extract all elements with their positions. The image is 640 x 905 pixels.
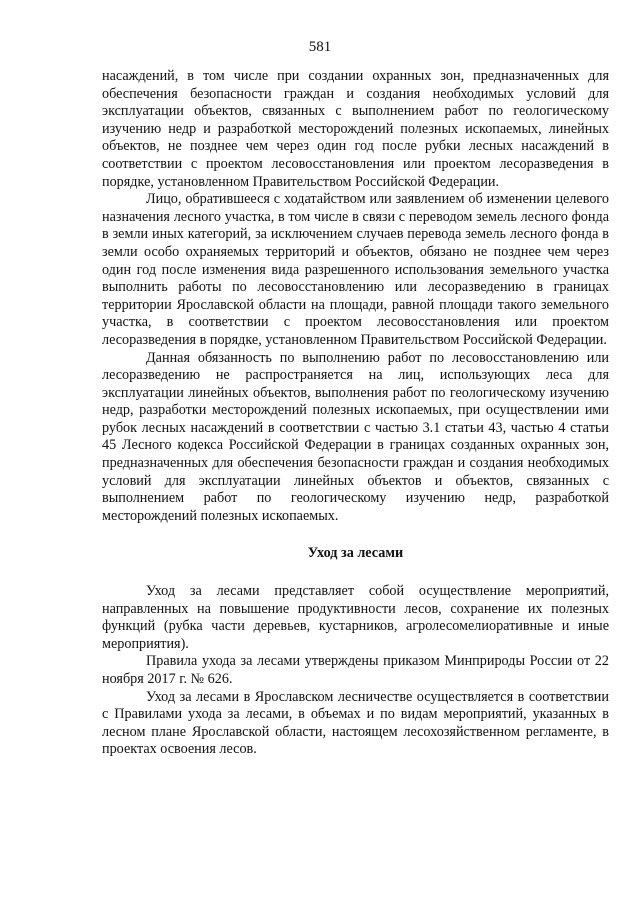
section-heading: Уход за лесами [307, 545, 404, 562]
page-number: 581 [308, 39, 332, 55]
paragraph: Лицо, обратившееся с ходатайством или заявлением об изменении целевого назначения лесного участка, в том числе в связи с переводом земель лесного фонда в земли иных категорий, за исключением случаев перевода земель лесного фонда в земли особо охраняемых территорий и объектов, обязано не позднее чем через один год после изменения вида разрешенного использования земельного участка выполнить работы по лесовосстановлению или лесоразведению в границах территории Ярославской области на площади, равной площади такого земельного участка, в соответствии с проектом лесовосстановления или проектом лесоразведения в порядке, установленном Правительством Российской Федерации. [102, 191, 609, 348]
paragraph: насаждений, в том числе при создании охранных зон, предназначенных для обеспечения безопасности граждан и создания необходимых условий для эксплуатации объектов, связанных с выполнением работ по геологическому изучению недр и разработкой месторождений полезных ископаемых, линейных объектов, не позднее чем через один год после рубки лесных насаждений в соответствии с проектом лесовосстановления или проектом лесоразведения в порядке, установленном Правительством Российской Федерации. [102, 68, 609, 190]
paragraph: Уход за лесами в Ярославском лесничестве осуществляется в соответствии с Правилами ухода за лесами, в объемах и по видам мероприятий, указанных в лесном плане Ярославской области, настоящем лесохозяйственном регламенте, в проектах освоения лесов. [102, 688, 609, 758]
paragraph: Уход за лесами представляет собой осуществление мероприятий, направленных на повышение продуктивности лесов, сохранение их полезных функций (рубка части деревьев, кустарников, агролесомелиоративные и иные мероприятия). [102, 583, 609, 652]
paragraph: Данная обязанность по выполнению работ по лесовосстановлению или лесоразведению не распространяется на лиц, использующих леса для эксплуатации линейных объектов, выполнения работ по геологическому изучению недр, разработки месторождений полезных ископаемых, при осуществлении ими рубок лесных насаждений в соответствии с частью 3.1 статьи 43, частью 4 статьи 45 Лесного кодекса Российской Федерации в границах созданных охранных зон, предназначенных для обеспечения безопасности граждан и создания необходимых условий для эксплуатации линейных объектов и объектов, связанных с выполнением работ по геологическому изучению недр, разработкой месторождений полезных ископаемых. [102, 349, 609, 524]
document-body [102, 68, 609, 759]
paragraph: Правила ухода за лесами утверждены приказом Минприроды России от 22 ноября 2017 г. № 626. [102, 653, 609, 687]
